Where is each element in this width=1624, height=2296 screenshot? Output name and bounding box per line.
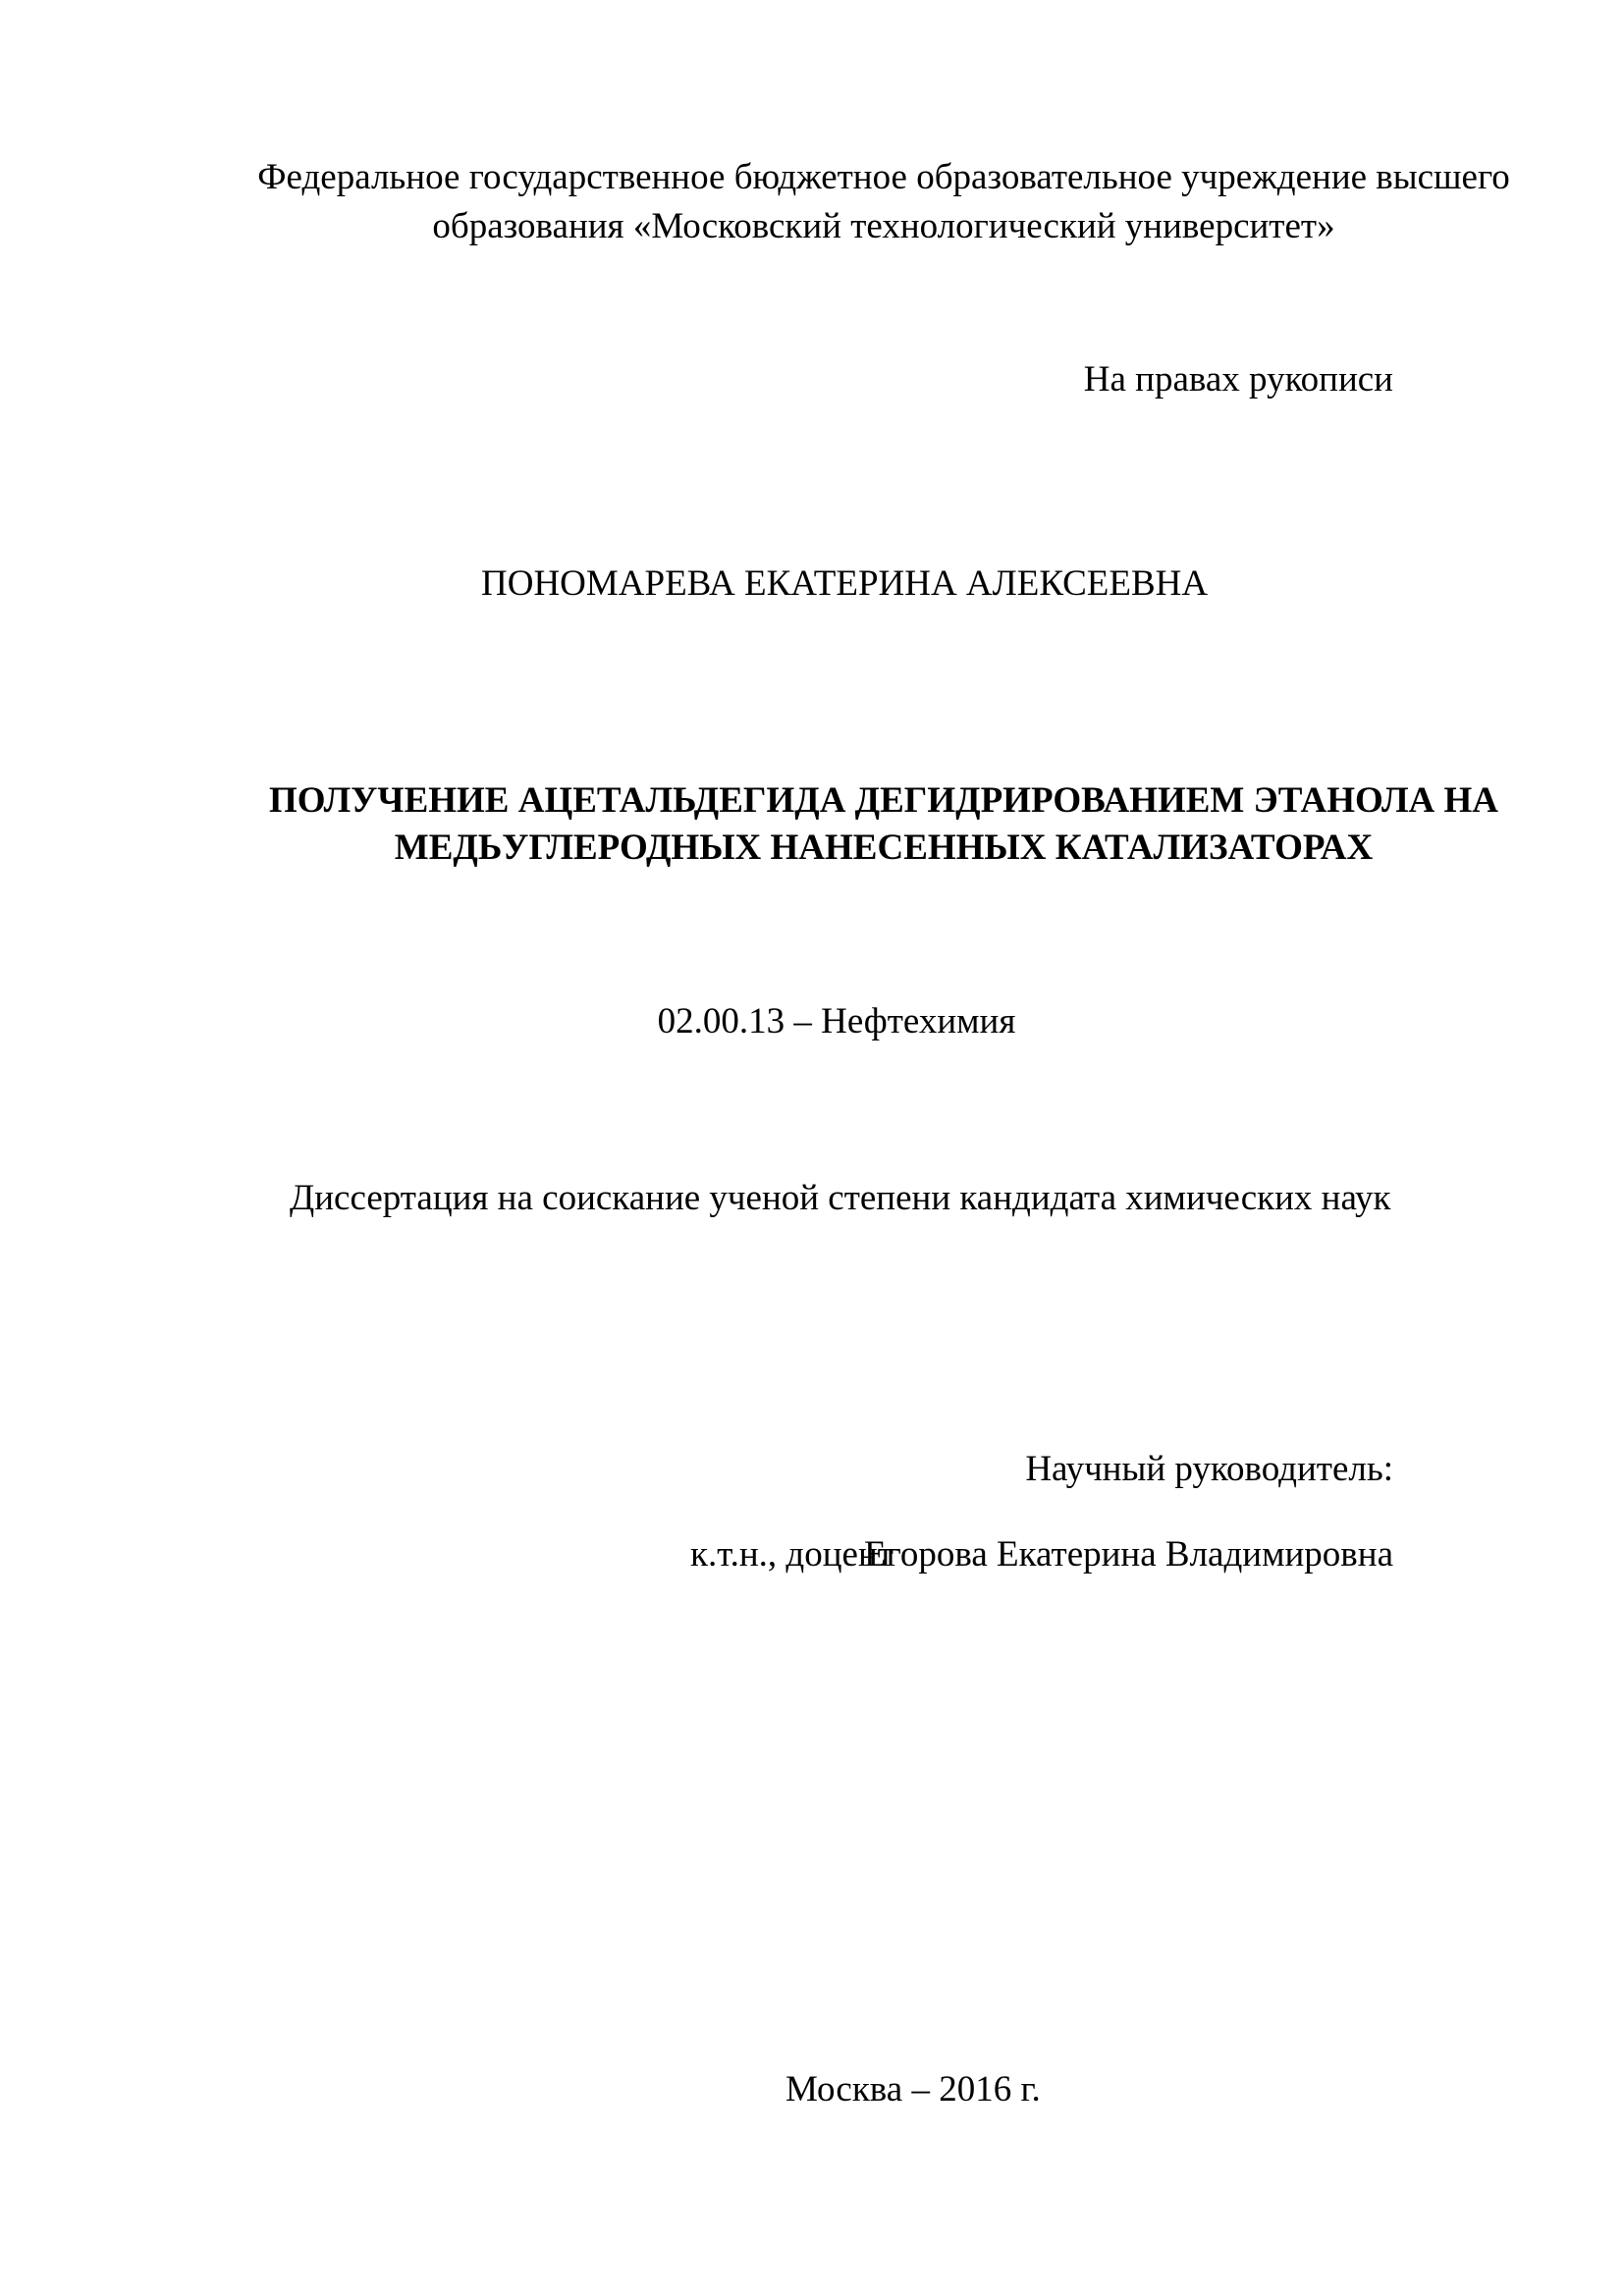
organization-name-line-2: образования «Московский технологический университет» bbox=[432, 206, 1335, 246]
supervisor-name: Егорова Екатерина Владимировна bbox=[864, 1534, 1393, 1575]
supervisor-label: Научный руководитель: bbox=[1025, 1449, 1393, 1489]
degree-statement: Диссертация на соискание ученой степени кандидата химических наук bbox=[290, 1178, 1391, 1218]
city-year: Москва – 2016 г. bbox=[785, 2069, 1041, 2109]
dissertation-title-line-2: МЕДЬУГЛЕРОДНЫХ НАНЕСЕННЫХ КАТАЛИЗАТОРАХ bbox=[394, 828, 1374, 868]
manuscript-note: На правах рукописи bbox=[1083, 359, 1393, 400]
supervisor-academic-degree: к.т.н., доцент bbox=[690, 1534, 893, 1575]
dissertation-title-line-1: ПОЛУЧЕНИЕ АЦЕТАЛЬДЕГИДА ДЕГИДРИРОВАНИЕМ ЭТАНОЛА НА bbox=[268, 780, 1499, 821]
organization-name-line-1: Федеральное государственное бюджетное образовательное учреждение высшего bbox=[257, 157, 1510, 197]
author-name: ПОНОМАРЕВА ЕКАТЕРИНА АЛЕКСЕЕВНА bbox=[481, 563, 1209, 604]
specialty-code: 02.00.13 – Нефтехимия bbox=[657, 1001, 1016, 1041]
